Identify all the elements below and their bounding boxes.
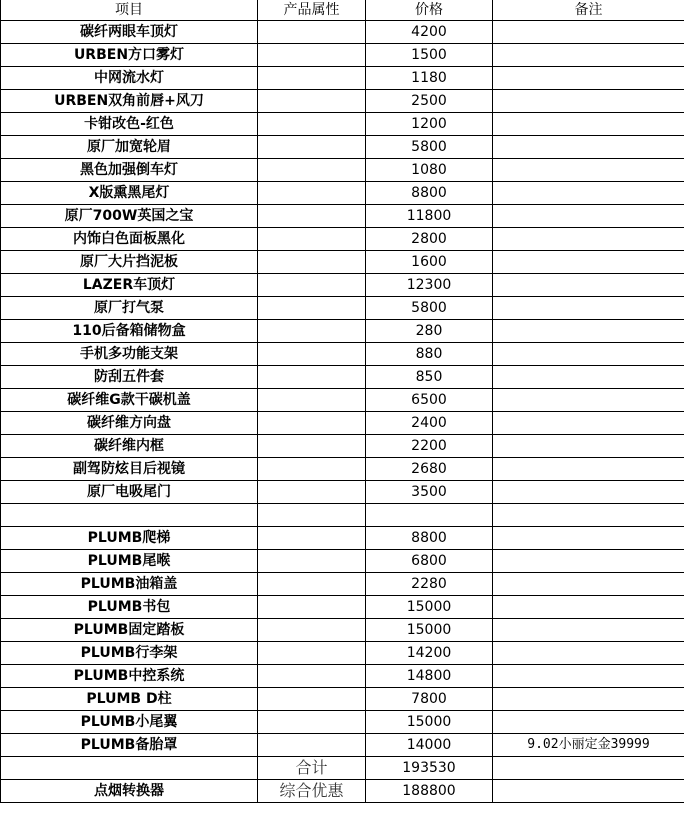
price-cell[interactable]: 1080 xyxy=(366,159,493,182)
table-row xyxy=(1,711,684,734)
discount-label[interactable]: 综合优惠 xyxy=(258,780,366,803)
table-row xyxy=(1,481,684,504)
note-cell[interactable] xyxy=(493,412,684,435)
attr-cell[interactable] xyxy=(258,274,366,297)
attr-cell[interactable] xyxy=(258,619,366,642)
table-row xyxy=(1,343,684,366)
item-cell[interactable]: PLUMB备胎罩 xyxy=(1,734,258,757)
item-cell[interactable]: PLUMB爬梯 xyxy=(1,527,258,550)
note-cell[interactable] xyxy=(493,343,684,366)
price-cell[interactable]: 7800 xyxy=(366,688,493,711)
price-cell[interactable]: 8800 xyxy=(366,182,493,205)
item-cell[interactable]: PLUMB油箱盖 xyxy=(1,573,258,596)
price-cell[interactable]: 14200 xyxy=(366,642,493,665)
item-cell[interactable]: URBEN双角前唇+风刀 xyxy=(1,90,258,113)
discount-note-cell[interactable] xyxy=(493,780,684,803)
note-cell[interactable] xyxy=(493,458,684,481)
table-row xyxy=(1,44,684,67)
total-label[interactable]: 合计 xyxy=(258,757,366,780)
item-cell[interactable]: 原厂大片挡泥板 xyxy=(1,251,258,274)
attr-cell[interactable] xyxy=(258,159,366,182)
price-cell[interactable]: 2800 xyxy=(366,228,493,251)
attr-cell[interactable] xyxy=(258,44,366,67)
attr-cell[interactable] xyxy=(258,343,366,366)
price-cell[interactable]: 8800 xyxy=(366,527,493,550)
table-row xyxy=(1,642,684,665)
note-cell[interactable] xyxy=(493,366,684,389)
price-cell[interactable]: 2400 xyxy=(366,412,493,435)
table-row xyxy=(1,458,684,481)
total-row xyxy=(1,757,684,780)
attr-cell[interactable] xyxy=(258,136,366,159)
attr-cell[interactable] xyxy=(258,481,366,504)
price-cell[interactable]: 15000 xyxy=(366,596,493,619)
item-cell[interactable]: 防刮五件套 xyxy=(1,366,258,389)
price-cell[interactable]: 15000 xyxy=(366,711,493,734)
attr-cell[interactable] xyxy=(258,182,366,205)
note-cell[interactable] xyxy=(493,182,684,205)
total-empty-cell[interactable] xyxy=(1,757,258,780)
item-cell[interactable]: PLUMB尾喉 xyxy=(1,550,258,573)
note-cell[interactable] xyxy=(493,435,684,458)
item-cell[interactable]: X版熏黑尾灯 xyxy=(1,182,258,205)
table-row xyxy=(1,136,684,159)
price-cell[interactable]: 2200 xyxy=(366,435,493,458)
price-cell[interactable]: 2280 xyxy=(366,573,493,596)
attr-cell[interactable] xyxy=(258,734,366,757)
table-row xyxy=(1,205,684,228)
table-row xyxy=(1,573,684,596)
attr-cell[interactable] xyxy=(258,228,366,251)
note-cell[interactable] xyxy=(493,550,684,573)
price-cell[interactable]: 1180 xyxy=(366,67,493,90)
table-row xyxy=(1,320,684,343)
price-cell[interactable]: 5800 xyxy=(366,297,493,320)
item-cell[interactable]: 卡钳改色-红色 xyxy=(1,113,258,136)
attr-cell[interactable] xyxy=(258,366,366,389)
note-cell[interactable]: 9.02小丽定金39999 xyxy=(493,734,684,757)
attr-cell[interactable] xyxy=(258,573,366,596)
table-row xyxy=(1,21,684,44)
item-cell[interactable]: 碳纤两眼车顶灯 xyxy=(1,21,258,44)
item-cell[interactable]: 原厂700W英国之宝 xyxy=(1,205,258,228)
table-row xyxy=(1,159,684,182)
item-cell[interactable]: 黑色加强倒车灯 xyxy=(1,159,258,182)
table-row xyxy=(1,90,684,113)
note-cell[interactable] xyxy=(493,688,684,711)
attr-cell[interactable] xyxy=(258,389,366,412)
attr-cell[interactable] xyxy=(258,67,366,90)
attr-cell[interactable] xyxy=(258,412,366,435)
price-cell[interactable]: 1200 xyxy=(366,113,493,136)
note-cell[interactable] xyxy=(493,90,684,113)
price-cell[interactable]: 14000 xyxy=(366,734,493,757)
table-row xyxy=(1,734,684,757)
table-row xyxy=(1,619,684,642)
note-cell[interactable] xyxy=(493,527,684,550)
price-cell[interactable]: 15000 xyxy=(366,619,493,642)
note-cell[interactable] xyxy=(493,251,684,274)
table-row xyxy=(1,228,684,251)
header-price[interactable]: 价格 xyxy=(366,0,493,21)
attr-cell[interactable] xyxy=(258,504,366,527)
item-cell[interactable]: 内饰白色面板黑化 xyxy=(1,228,258,251)
table-row xyxy=(1,504,684,527)
item-cell[interactable]: PLUMB固定踏板 xyxy=(1,619,258,642)
note-cell[interactable] xyxy=(493,619,684,642)
header-attr[interactable]: 产品属性 xyxy=(258,0,366,21)
price-cell[interactable]: 14800 xyxy=(366,665,493,688)
attr-cell[interactable] xyxy=(258,711,366,734)
item-cell[interactable]: 副驾防炫目后视镜 xyxy=(1,458,258,481)
item-cell[interactable]: 碳纤维方向盘 xyxy=(1,412,258,435)
table-row xyxy=(1,550,684,573)
item-cell[interactable] xyxy=(1,504,258,527)
note-cell[interactable] xyxy=(493,228,684,251)
item-cell[interactable]: LAZER车顶灯 xyxy=(1,274,258,297)
note-cell[interactable] xyxy=(493,21,684,44)
table-row xyxy=(1,67,684,90)
price-cell[interactable]: 6500 xyxy=(366,389,493,412)
price-cell[interactable]: 1500 xyxy=(366,44,493,67)
note-cell[interactable] xyxy=(493,573,684,596)
attr-cell[interactable] xyxy=(258,596,366,619)
price-cell[interactable]: 3500 xyxy=(366,481,493,504)
note-cell[interactable] xyxy=(493,504,684,527)
note-cell[interactable] xyxy=(493,481,684,504)
item-cell[interactable]: PLUMB行李架 xyxy=(1,642,258,665)
table-row xyxy=(1,182,684,205)
price-cell[interactable]: 880 xyxy=(366,343,493,366)
table-row xyxy=(1,113,684,136)
item-cell[interactable]: 手机多功能支架 xyxy=(1,343,258,366)
attr-cell[interactable] xyxy=(258,435,366,458)
table-row xyxy=(1,665,684,688)
attr-cell[interactable] xyxy=(258,251,366,274)
note-cell[interactable] xyxy=(493,159,684,182)
price-cell[interactable] xyxy=(366,504,493,527)
item-cell[interactable]: 碳纤维G款干碳机盖 xyxy=(1,389,258,412)
note-cell[interactable] xyxy=(493,711,684,734)
price-cell[interactable]: 12300 xyxy=(366,274,493,297)
item-cell[interactable]: PLUMB中控系统 xyxy=(1,665,258,688)
item-cell[interactable]: 原厂电吸尾门 xyxy=(1,481,258,504)
note-cell[interactable] xyxy=(493,67,684,90)
note-cell[interactable] xyxy=(493,389,684,412)
attr-cell[interactable] xyxy=(258,297,366,320)
price-cell[interactable]: 280 xyxy=(366,320,493,343)
table-row xyxy=(1,251,684,274)
header-note[interactable]: 备注 xyxy=(493,0,684,21)
attr-cell[interactable] xyxy=(258,113,366,136)
note-cell[interactable] xyxy=(493,44,684,67)
discount-item[interactable]: 点烟转换器 xyxy=(1,780,258,803)
table-row xyxy=(1,366,684,389)
price-cell[interactable]: 11800 xyxy=(366,205,493,228)
item-cell[interactable]: PLUMB D柱 xyxy=(1,688,258,711)
attr-cell[interactable] xyxy=(258,642,366,665)
item-cell[interactable]: 110后备箱储物盒 xyxy=(1,320,258,343)
price-cell[interactable]: 2680 xyxy=(366,458,493,481)
note-cell[interactable] xyxy=(493,274,684,297)
item-cell[interactable]: PLUMB小尾翼 xyxy=(1,711,258,734)
total-note-cell[interactable] xyxy=(493,757,684,780)
table-row xyxy=(1,389,684,412)
attr-cell[interactable] xyxy=(258,550,366,573)
price-cell[interactable]: 850 xyxy=(366,366,493,389)
item-cell[interactable]: 原厂打气泵 xyxy=(1,297,258,320)
note-cell[interactable] xyxy=(493,113,684,136)
item-cell[interactable]: 原厂加宽轮眉 xyxy=(1,136,258,159)
table-row xyxy=(1,596,684,619)
table-row xyxy=(1,297,684,320)
attr-cell[interactable] xyxy=(258,21,366,44)
price-cell[interactable]: 4200 xyxy=(366,21,493,44)
note-cell[interactable] xyxy=(493,205,684,228)
discount-value[interactable]: 188800 xyxy=(366,780,493,803)
header-item[interactable]: 项目 xyxy=(1,0,258,21)
item-cell[interactable]: PLUMB书包 xyxy=(1,596,258,619)
attr-cell[interactable] xyxy=(258,205,366,228)
note-cell[interactable] xyxy=(493,320,684,343)
attr-cell[interactable] xyxy=(258,527,366,550)
discount-row xyxy=(1,780,684,803)
total-value[interactable]: 193530 xyxy=(366,757,493,780)
attr-cell[interactable] xyxy=(258,90,366,113)
note-cell[interactable] xyxy=(493,136,684,159)
attr-cell[interactable] xyxy=(258,665,366,688)
table-row xyxy=(1,412,684,435)
note-cell[interactable] xyxy=(493,642,684,665)
price-cell[interactable]: 5800 xyxy=(366,136,493,159)
item-cell[interactable]: 中网流水灯 xyxy=(1,67,258,90)
item-cell[interactable]: URBEN方口雾灯 xyxy=(1,44,258,67)
note-cell[interactable] xyxy=(493,297,684,320)
attr-cell[interactable] xyxy=(258,458,366,481)
table-row xyxy=(1,274,684,297)
note-cell[interactable] xyxy=(493,596,684,619)
attr-cell[interactable] xyxy=(258,320,366,343)
price-cell[interactable]: 1600 xyxy=(366,251,493,274)
table-row xyxy=(1,435,684,458)
note-cell[interactable] xyxy=(493,665,684,688)
table-row xyxy=(1,688,684,711)
attr-cell[interactable] xyxy=(258,688,366,711)
table-row xyxy=(1,527,684,550)
price-cell[interactable]: 6800 xyxy=(366,550,493,573)
item-cell[interactable]: 碳纤维内框 xyxy=(1,435,258,458)
price-cell[interactable]: 2500 xyxy=(366,90,493,113)
header-row xyxy=(1,0,684,21)
